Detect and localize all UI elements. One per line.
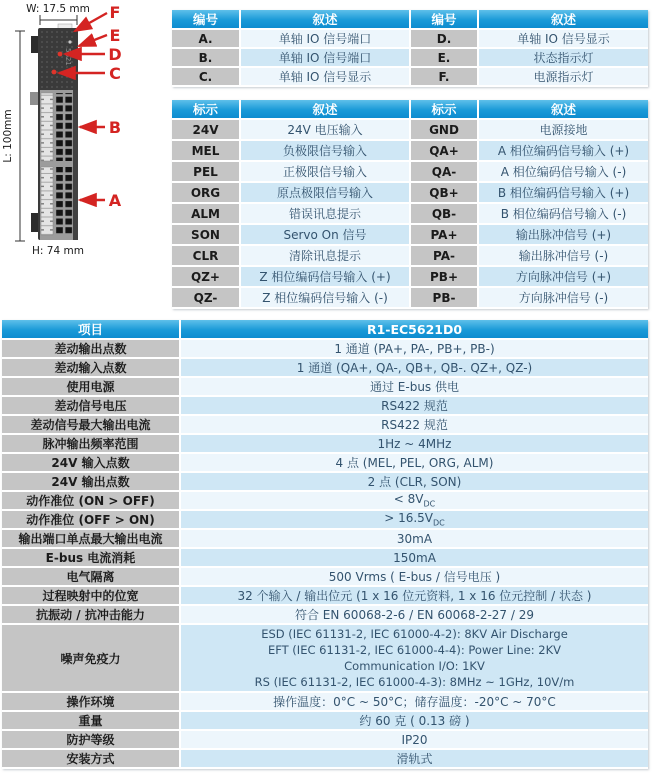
code-cell: QA- <box>410 161 478 182</box>
desc-cell: Z 相位编码信号输入 (+) <box>240 266 410 287</box>
callout-letter-d: D <box>108 45 122 64</box>
spec-label-cell: 脉冲输出频率范围 <box>2 434 180 453</box>
spec-value-line: EFT (IEC 61131-2, IEC 61000-4-4): Power Line: 2KV <box>267 643 562 657</box>
desc-cell: 单轴 IO 信号端口 <box>240 29 410 48</box>
spec-table-row <box>2 491 648 510</box>
desc-cell: Servo On 信号 <box>240 224 410 245</box>
port-table-row <box>172 29 648 48</box>
length-dimension-label: L: 100mm <box>2 109 14 163</box>
spec-table-header-item: 项目 <box>2 320 180 339</box>
spec-table-row <box>2 711 648 730</box>
spec-value-cell: 约 60 克 ( 0.13 磅 ) <box>180 711 648 730</box>
spec-table-row <box>2 586 648 605</box>
port-table-row <box>172 48 648 67</box>
desc-cell: 单轴 IO 信号显示 <box>478 29 648 48</box>
code-cell: B. <box>172 48 240 67</box>
callout-letter-a: A <box>108 191 122 210</box>
unit-subscript: DC <box>423 499 436 509</box>
code-cell: F. <box>410 67 478 86</box>
length-dimension-line <box>15 31 25 241</box>
spec-table <box>2 320 648 769</box>
callout-letter-c: C <box>109 64 121 83</box>
port-table-header-code-right: 编号 <box>410 10 478 29</box>
desc-cell: 状态指示灯 <box>478 48 648 67</box>
callout-arrow-f <box>75 13 107 31</box>
desc-cell: 24V 电压输入 <box>240 119 410 140</box>
spec-table-row <box>2 510 648 529</box>
code-cell: A. <box>172 29 240 48</box>
pin-table-row <box>172 119 648 140</box>
desc-cell: A 相位编码信号输入 (+) <box>478 140 648 161</box>
spec-label-cell: 差动输入点数 <box>2 358 180 377</box>
spec-value-cell: IP20 <box>180 730 648 749</box>
desc-cell: 正极限信号输入 <box>240 161 410 182</box>
desc-cell: B 相位编码信号输入 (-) <box>478 203 648 224</box>
spec-value-cell: RS422 规范 <box>180 396 648 415</box>
spec-value-cell: > $16.5V_{DC}$ <box>180 510 648 529</box>
callout-arrow-e <box>79 35 107 46</box>
code-cell: PEL <box>172 161 240 182</box>
code-cell: PB+ <box>410 266 478 287</box>
port-code-table <box>172 10 648 87</box>
spec-value-line: ESD (IEC 61131-2, IEC 61000-4-2): 8KV Air Discharge <box>261 627 568 641</box>
pin-table-row <box>172 245 648 266</box>
spec-value-cell: 滑轨式 <box>180 749 648 768</box>
led-e <box>68 40 71 43</box>
code-cell: C. <box>172 67 240 86</box>
spec-label-cell: 操作环境 <box>2 692 180 711</box>
code-cell: ALM <box>172 203 240 224</box>
spec-table-row <box>2 339 648 358</box>
desc-cell: 清除讯息提示 <box>240 245 410 266</box>
port-table-row <box>172 67 648 86</box>
code-cell: SON <box>172 224 240 245</box>
spec-table-row <box>2 548 648 567</box>
desc-cell: 原点极限信号输入 <box>240 182 410 203</box>
port-table-header-desc-left: 叙述 <box>240 10 410 29</box>
spec-value-cell: < $8V_{DC}$ <box>180 491 648 510</box>
desc-cell: Z 相位编码信号输入 (-) <box>240 287 410 308</box>
spec-value-cell: 操作温度：0°C ~ 50°C；储存温度：-20°C ~ 70°C <box>180 692 648 711</box>
spec-value-cell <box>180 624 648 692</box>
spec-table-row <box>2 453 648 472</box>
spec-value-cell: 500 Vrms ( E-bus / 信号电压 ) <box>180 567 648 586</box>
spec-label-cell: 差动信号最大输出电流 <box>2 415 180 434</box>
pin-table-header-code-left: 标示 <box>172 100 240 119</box>
port-table-header-desc-right: 叙述 <box>478 10 648 29</box>
led-c <box>52 70 57 75</box>
code-cell: 24V <box>172 119 240 140</box>
spec-label-cell: 输出端口单点最大输出电流 <box>2 529 180 548</box>
desc-cell: 电源指示灯 <box>478 67 648 86</box>
code-cell: QB+ <box>410 182 478 203</box>
desc-cell: 单轴 IO 信号显示 <box>240 67 410 86</box>
spec-label-cell: 24V 输出点数 <box>2 472 180 491</box>
spec-label-cell: 24V 输入点数 <box>2 453 180 472</box>
spec-label-cell: 动作准位 (OFF > ON) <box>2 510 180 529</box>
pin-table-header-desc-right: 叙述 <box>478 100 648 119</box>
spec-value-line: RS (IEC 61131-2, IEC 61000-4-3): 8MHz ~ 1GHz, 10V/m <box>254 675 575 689</box>
spec-label-cell: 差动输出点数 <box>2 339 180 358</box>
pin-table-header-code-right: 标示 <box>410 100 478 119</box>
desc-cell: 负极限信号输入 <box>240 140 410 161</box>
spec-table-row <box>2 377 648 396</box>
spec-label-cell: 抗振动 / 抗冲击能力 <box>2 605 180 624</box>
spec-label-cell: 过程映射中的位宽 <box>2 586 180 605</box>
spec-label-cell: 噪声免疫力 <box>2 624 180 692</box>
desc-cell: 电源接地 <box>478 119 648 140</box>
spec-value-cell: 2 点 (CLR, SON) <box>180 472 648 491</box>
callout-letter-f: F <box>109 3 121 22</box>
port-table-header-code-left: 编号 <box>172 10 240 29</box>
desc-cell: 错误讯息提示 <box>240 203 410 224</box>
callout-letter-b: B <box>108 118 122 137</box>
device-diagram <box>0 0 170 315</box>
spec-table-row <box>2 434 648 453</box>
pin-table-row <box>172 224 648 245</box>
code-cell: ORG <box>172 182 240 203</box>
code-cell: MEL <box>172 140 240 161</box>
spec-value-line: Communication I/O: 1KV <box>344 659 485 673</box>
code-cell: QA+ <box>410 140 478 161</box>
desc-cell: A 相位编码信号输入 (-) <box>478 161 648 182</box>
spec-table-row <box>2 529 648 548</box>
code-cell: PA- <box>410 245 478 266</box>
spec-label-cell: 防护等级 <box>2 730 180 749</box>
code-cell: QZ- <box>172 287 240 308</box>
code-cell: E. <box>410 48 478 67</box>
spec-label-cell: 使用电源 <box>2 377 180 396</box>
spec-value-cell: 通过 E-bus 供电 <box>180 377 648 396</box>
code-cell: CLR <box>172 245 240 266</box>
spec-value-cell: RS422 规范 <box>180 415 648 434</box>
code-cell: PA+ <box>410 224 478 245</box>
desc-cell: 输出脉冲信号 (-) <box>478 245 648 266</box>
code-cell: PB- <box>410 287 478 308</box>
pin-table-row <box>172 287 648 308</box>
spec-label-cell: 重量 <box>2 711 180 730</box>
unit-subscript: DC <box>433 518 445 528</box>
spec-table-row <box>2 358 648 377</box>
module-body <box>30 24 78 240</box>
spec-table-row <box>2 605 648 624</box>
spec-table-row <box>2 624 648 692</box>
spec-value-cell: 30mA <box>180 529 648 548</box>
code-cell: D. <box>410 29 478 48</box>
spec-value-cell: 1Hz ~ 4MHz <box>180 434 648 453</box>
desc-cell: 方向脉冲信号 (+) <box>478 266 648 287</box>
spec-label-cell: 安装方式 <box>2 749 180 768</box>
spec-table-header-model: R1-EC5621D0 <box>180 320 648 339</box>
code-cell: GND <box>410 119 478 140</box>
pin-table-header-desc-left: 叙述 <box>240 100 410 119</box>
spec-table-row <box>2 415 648 434</box>
spec-table-row <box>2 472 648 491</box>
pin-table-row <box>172 182 648 203</box>
pin-table-row <box>172 203 648 224</box>
spec-label-cell: 电气隔离 <box>2 567 180 586</box>
code-cell: QZ+ <box>172 266 240 287</box>
spec-value-cell: 1 通道 (QA+, QA-, QB+, QB-. QZ+, QZ-) <box>180 358 648 377</box>
spec-value-cell: 4 点 (MEL, PEL, ORG, ALM) <box>180 453 648 472</box>
spec-value-cell: 150mA <box>180 548 648 567</box>
spec-value-cell: 1 通道 (PA+, PA-, PB+, PB-) <box>180 339 648 358</box>
desc-cell: 方向脉冲信号 (-) <box>478 287 648 308</box>
spec-value-cell: 符合 EN 60068-2-6 / EN 60068-2-27 / 29 <box>180 605 648 624</box>
code-cell: QB- <box>410 203 478 224</box>
spec-label-cell: 差动信号电压 <box>2 396 180 415</box>
pin-table-row <box>172 140 648 161</box>
pin-label-table <box>172 100 648 309</box>
spec-table-row <box>2 692 648 711</box>
module-model-side-text: 5621 <box>64 48 72 66</box>
spec-table-row <box>2 396 648 415</box>
spec-table-row <box>2 749 648 768</box>
pin-table-row <box>172 161 648 182</box>
spec-label-cell: 动作准位 (ON > OFF) <box>2 491 180 510</box>
callout-letter-e: E <box>109 26 121 45</box>
spec-table-row <box>2 567 648 586</box>
spec-label-cell: E-bus 电流消耗 <box>2 548 180 567</box>
width-dimension-label: W: 17.5 mm <box>26 3 90 15</box>
spec-table-row <box>2 730 648 749</box>
desc-cell: 单轴 IO 信号端口 <box>240 48 410 67</box>
spec-value-cell: 32 个输入 / 输出位元 (1 x 16 位元资料, 1 x 16 位元控制 / 状态 ) <box>180 586 648 605</box>
width-dimension-line <box>40 15 77 25</box>
led-d <box>58 52 63 57</box>
height-dimension-label: H: 74 mm <box>32 245 84 257</box>
desc-cell: B 相位编码信号输入 (+) <box>478 182 648 203</box>
desc-cell: 输出脉冲信号 (+) <box>478 224 648 245</box>
pin-table-row <box>172 266 648 287</box>
